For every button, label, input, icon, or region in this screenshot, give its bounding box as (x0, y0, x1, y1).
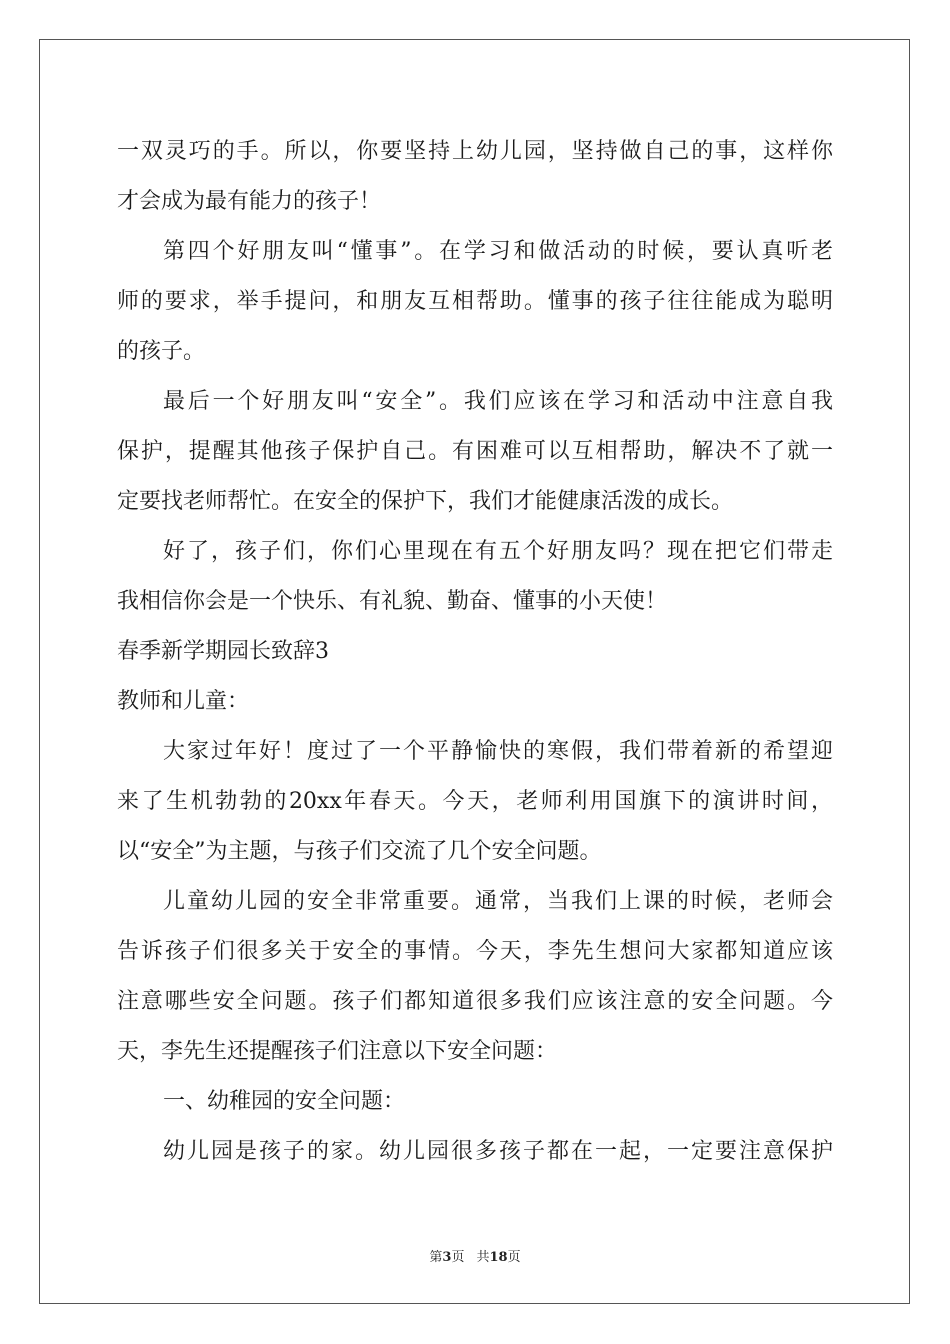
text-line: 注意哪些安全问题。孩子们都知道很多我们应该注意的安全问题。今 (117, 989, 833, 1014)
text-line: 的孩子。 (117, 339, 206, 364)
document-body (117, 127, 833, 1177)
text-line: 师的要求，举手提问，和朋友互相帮助。懂事的孩子往往能成为聪明 (117, 289, 833, 314)
paragraph-start-line: 第四个好朋友叫“懂事”。在学习和做活动的时候，要认真听老 (163, 239, 833, 264)
salutation-line: 教师和儿童： (117, 689, 250, 714)
text-line: 保护，提醒其他孩子保护自己。有困难可以互相帮助，解决不了就一 (117, 439, 833, 464)
section-heading: 春季新学期园长致辞3 (117, 639, 329, 664)
page-number: 3 (442, 1250, 452, 1265)
total-pages: 18 (489, 1250, 508, 1265)
text-line: 定要找老师帮忙。在安全的保护下，我们才能健康活泼的成长。 (117, 489, 734, 514)
subheading-line: 一、幼稚园的安全问题： (163, 1089, 406, 1114)
total-suffix: 页 (507, 1250, 521, 1265)
paragraph-start-line: 儿童幼儿园的安全非常重要。通常，当我们上课的时候，老师会 (163, 889, 833, 914)
total-prefix: 共 (476, 1250, 490, 1265)
paragraph-start-line: 好了，孩子们，你们心里现在有五个好朋友吗？现在把它们带走 (163, 539, 833, 564)
paragraph-start-line: 幼儿园是孩子的家。幼儿园很多孩子都在一起，一定要注意保护 (163, 1139, 833, 1164)
page-footer (0, 1246, 950, 1265)
text-line: 以“安全”为主题，与孩子们交流了几个安全问题。 (117, 839, 602, 864)
paragraph-start-line: 大家过年好！度过了一个平静愉快的寒假，我们带着新的希望迎 (163, 739, 833, 764)
text-line: 才会成为最有能力的孩子！ (117, 189, 382, 214)
page-suffix: 页 (451, 1250, 465, 1265)
text-line: 告诉孩子们很多关于安全的事情。今天，李先生想问大家都知道应该 (117, 939, 833, 964)
text-line: 我相信你会是一个快乐、有礼貌、勤奋、懂事的小天使！ (117, 589, 668, 614)
paragraph-start-line: 最后一个好朋友叫“安全”。我们应该在学习和活动中注意自我 (163, 389, 833, 414)
page-prefix: 第 (429, 1250, 443, 1265)
text-line: 天，李先生还提醒孩子们注意以下安全问题： (117, 1039, 558, 1064)
text-line: 来了生机勃勃的20xx年春天。今天，老师利用国旗下的演讲时间， (117, 789, 833, 814)
text-line: 一双灵巧的手。所以，你要坚持上幼儿园，坚持做自己的事，这样你 (117, 139, 833, 164)
